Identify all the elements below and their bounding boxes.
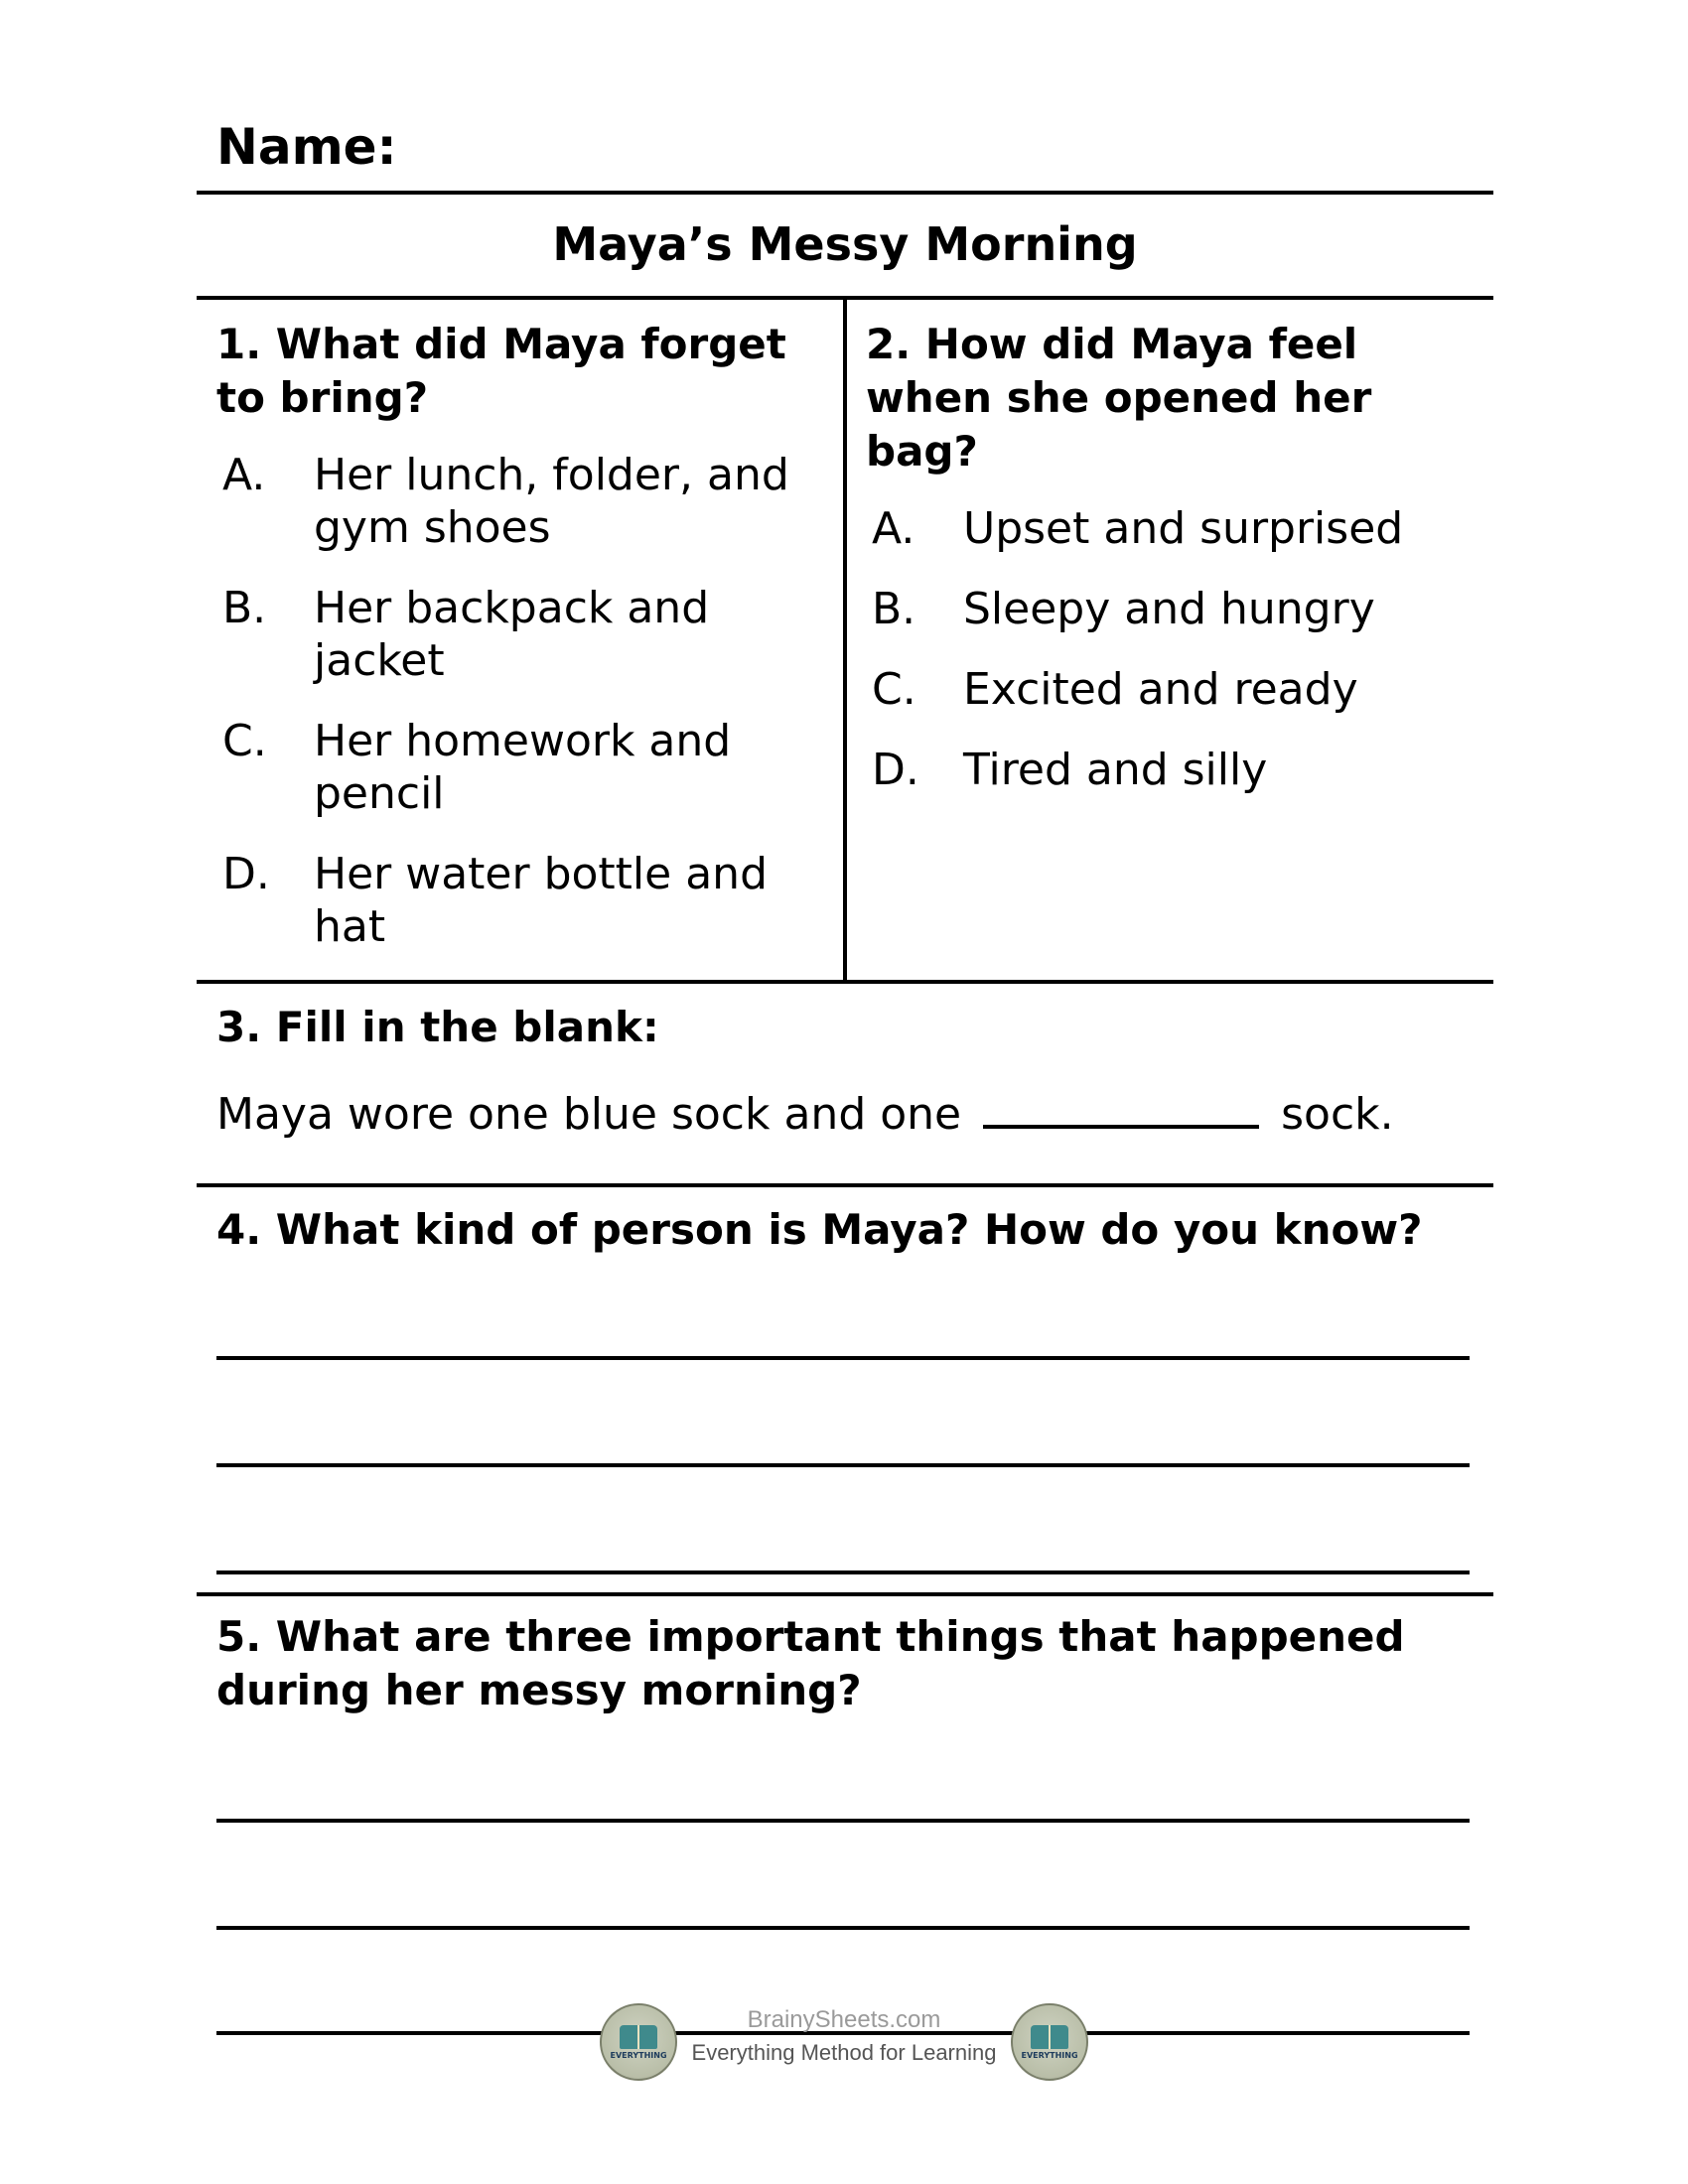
divider-q4 xyxy=(197,1592,1493,1596)
q4-answer-line-1[interactable] xyxy=(216,1356,1470,1360)
question-1 xyxy=(216,318,812,953)
question-2-text: 2. How did Maya feel when she opened her bag? xyxy=(866,320,1372,476)
q2-option-b[interactable]: B. Sleepy and hungry xyxy=(872,584,1375,634)
q4-answer-line-3[interactable] xyxy=(216,1570,1470,1574)
q2-option-c[interactable]: C. Excited and ready xyxy=(872,664,1358,715)
q5-answer-line-1[interactable] xyxy=(216,1819,1470,1823)
question-5-text: 5. What are three important things that happened during her messy morning? xyxy=(216,1612,1405,1714)
question-2 xyxy=(866,318,1481,796)
footer-tagline: Everything Method for Learning xyxy=(691,2040,997,2065)
name-line xyxy=(197,191,1493,195)
sentence-before: Maya wore one blue sock and one xyxy=(216,1089,962,1140)
footer-site: BrainySheets.com xyxy=(747,2006,941,2033)
question-3-text: 3. Fill in the blank: xyxy=(216,1003,659,1051)
question-1-text: 1. What did Maya forget to bring? xyxy=(216,320,786,422)
q2-option-d[interactable]: D. Tired and silly xyxy=(872,745,1268,795)
worksheet-title: Maya’s Messy Morning xyxy=(552,217,1138,271)
book-icon xyxy=(620,2025,657,2049)
fill-blank[interactable] xyxy=(983,1085,1259,1129)
q1-option-d[interactable]: D. Her water bottle and hat xyxy=(222,849,768,952)
question-4-text: 4. What kind of person is Maya? How do you know? xyxy=(216,1205,1423,1254)
q4-answer-line-2[interactable] xyxy=(216,1463,1470,1467)
footer-brand xyxy=(596,1999,1092,2095)
q1-option-b[interactable]: B. Her backpack and jacket xyxy=(222,583,710,686)
q1-option-c[interactable]: C. Her homework and pencil xyxy=(222,716,732,819)
question-2-options xyxy=(866,502,1481,796)
divider-q3 xyxy=(197,1183,1493,1187)
name-label: Name: xyxy=(216,118,397,176)
brainysheets-logo-left xyxy=(600,2003,677,2081)
sentence-after: sock. xyxy=(1281,1089,1394,1140)
question-3-sentence xyxy=(216,1085,1394,1143)
q1-option-a[interactable]: A. Her lunch, folder, and gym shoes xyxy=(222,450,789,553)
brainysheets-logo-right xyxy=(1011,2003,1088,2081)
column-divider xyxy=(843,298,847,983)
logo-text-right: EVERYTHING xyxy=(1021,2051,1078,2060)
q2-option-a[interactable]: A. Upset and surprised xyxy=(872,503,1404,554)
book-icon xyxy=(1031,2025,1068,2049)
question-1-options xyxy=(216,449,812,953)
logo-text-left: EVERYTHING xyxy=(610,2051,667,2060)
divider-q2 xyxy=(197,980,1493,984)
q5-answer-line-2[interactable] xyxy=(216,1926,1470,1930)
